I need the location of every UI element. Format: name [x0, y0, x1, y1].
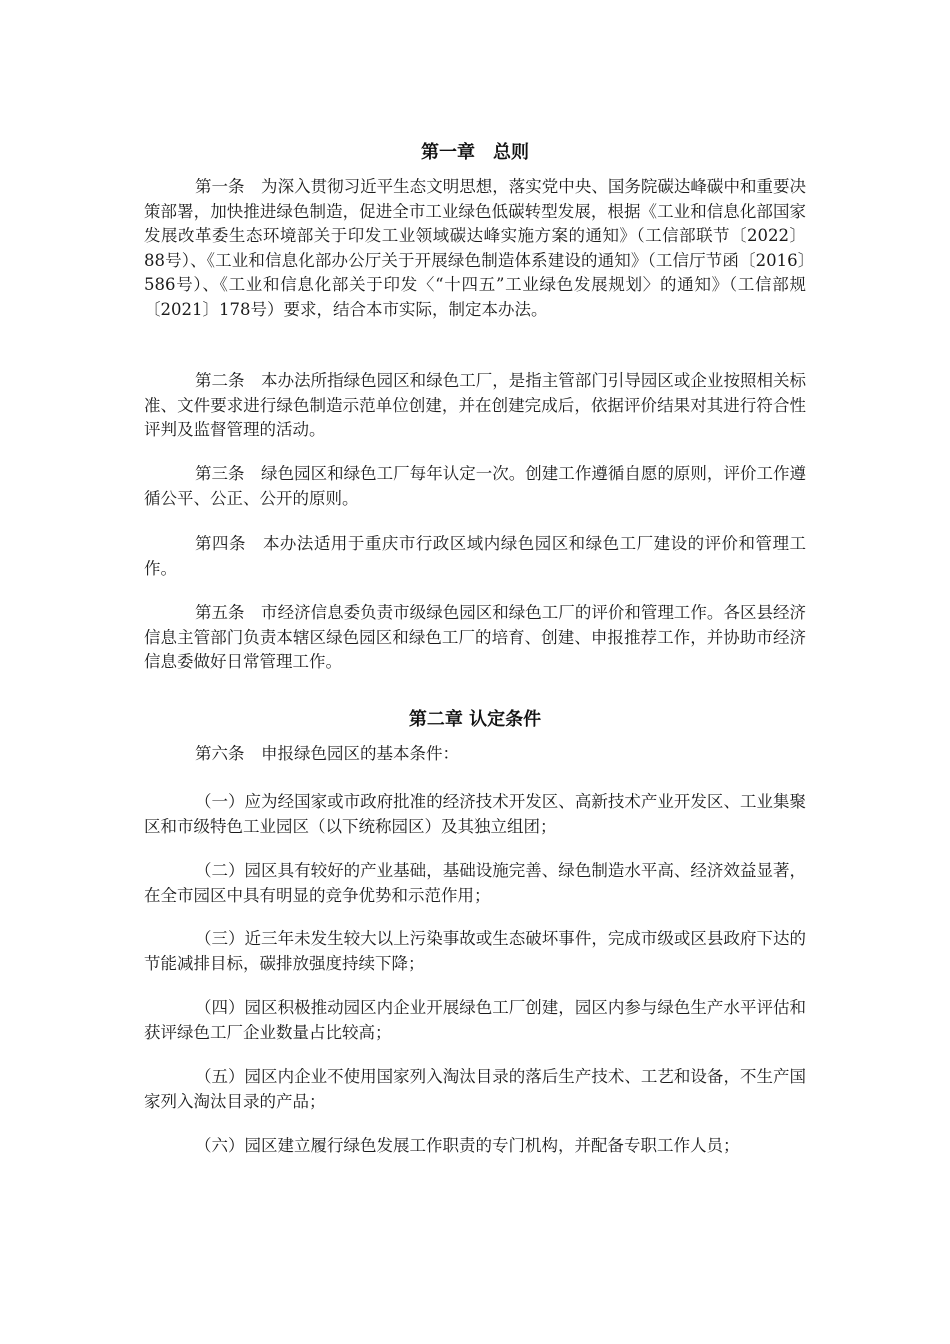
- article-4: 第四条 本办法适用于重庆市行政区域内绿色园区和绿色工厂建设的评价和管理工作。: [144, 534, 806, 578]
- chapter-1-title: 第一章 总则: [421, 142, 529, 163]
- condition-item-4: （四）园区积极推动园区内企业开展绿色工厂创建，园区内参与绿色生产水平评估和获评绿色工厂企业数量占比较高；: [144, 998, 806, 1042]
- article-2: 第二条 本办法所指绿色园区和绿色工厂，是指主管部门引导园区或企业按照相关标准、文件要求进行绿色制造示范单位创建，并在创建完成后，依据评价结果对其进行符合性评判及监督管理的活动。: [144, 371, 806, 439]
- condition-item-6: （六）园区建立履行绿色发展工作职责的专门机构，并配备专职工作人员；: [195, 1136, 740, 1155]
- condition-item-5: （五）园区内企业不使用国家列入淘汰目录的落后生产技术、工艺和设备，不生产国家列入淘汰目录的产品；: [144, 1067, 806, 1111]
- article-1: 第一条 为深入贯彻习近平生态文明思想，落实党中央、国务院碳达峰碳中和重要决策部署，加快推进绿色制造，促进全市工业绿色低碳转型发展，根据《工业和信息化部国家发展改革委生态环境部关于印发工业领域碳达峰实施方案的通知》（工信部联节〔2022〕88号）、《工业和信息化部办公厅关于开展绿色制造体系建设的通知》（工信厅节函〔2016〕586号）、《工业和信息化部关于印发〈“十四五”工业绿色发展规划〉的通知》（工信部规〔2021〕178号）要求，结合本市实际，制定本办法。: [144, 177, 806, 319]
- condition-item-2: （二）园区具有较好的产业基础，基础设施完善、绿色制造水平高、经济效益显著，在全市园区中具有明显的竞争优势和示范作用；: [144, 861, 806, 905]
- article-6: 第六条 申报绿色园区的基本条件：: [195, 744, 459, 763]
- article-3: 第三条 绿色园区和绿色工厂每年认定一次。创建工作遵循自愿的原则，评价工作遵循公平、公正、公开的原则。: [144, 464, 806, 508]
- chapter-2-title: 第二章 认定条件: [408, 709, 542, 730]
- condition-item-3: （三）近三年未发生较大以上污染事故或生态破坏事件，完成市级或区县政府下达的节能减排目标，碳排放强度持续下降；: [144, 929, 806, 973]
- article-5: 第五条 市经济信息委负责市级绿色园区和绿色工厂的评价和管理工作。各区县经济信息主管部门负责本辖区绿色园区和绿色工厂的培育、创建、申报推荐工作，并协助市经济信息委做好日常管理工作。: [144, 603, 806, 671]
- condition-item-1: （一）应为经国家或市政府批准的经济技术开发区、高新技术产业开发区、工业集聚区和市级特色工业园区（以下统称园区）及其独立组团；: [144, 792, 806, 836]
